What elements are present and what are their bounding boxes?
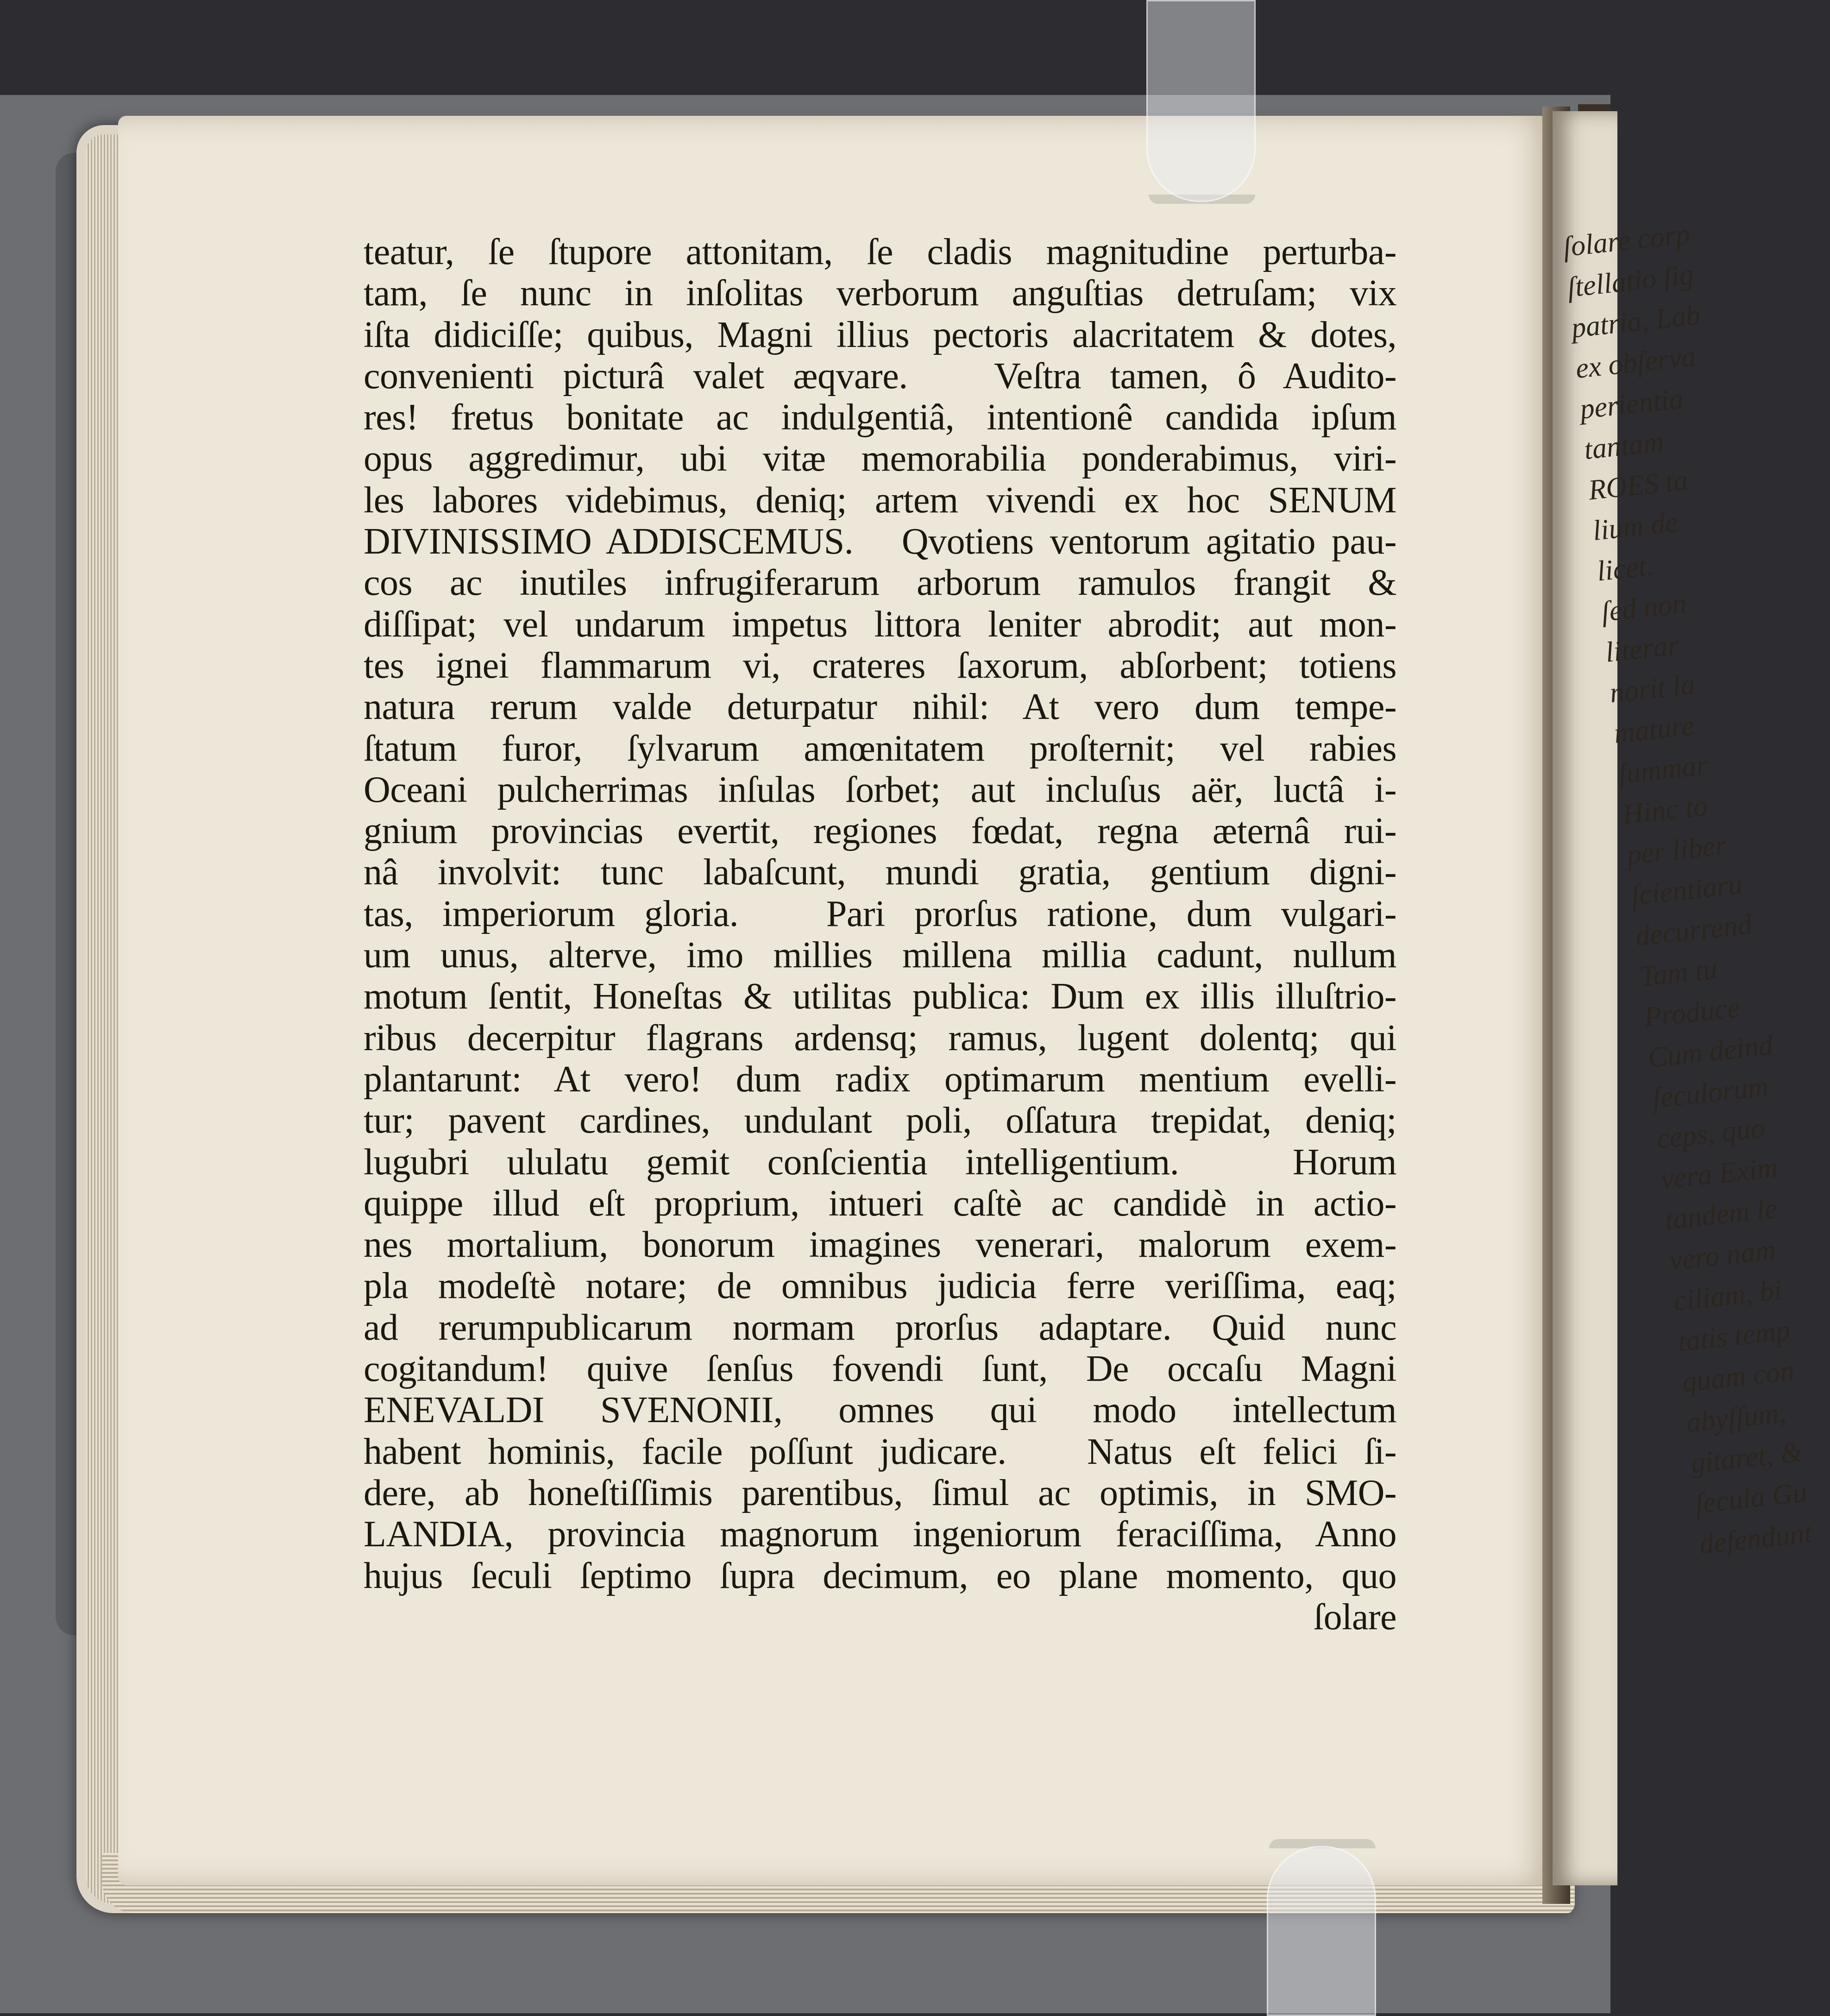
- facing-text-fragment: Tam tu: [1638, 953, 1719, 993]
- text-line: diſſipat; vel undarum impetus littora leniter abrodit; aut mon-: [364, 604, 1396, 645]
- facing-text-fragment: gitaret, &: [1689, 1436, 1805, 1480]
- text-line: natura rerum valde deturpatur nihil: At vero dum tempe-: [364, 687, 1396, 728]
- text-line: hujus ſeculi ſeptimo ſupra decimum, eo plane momento, quo: [364, 1555, 1396, 1596]
- page-holder-strip-bottom: [1267, 1846, 1376, 2016]
- facing-text-fragment: decurrend: [1634, 908, 1754, 952]
- text-line: teatur, ſe ſtupore attonitam, ſe cladis magnitudine perturba-: [364, 232, 1396, 272]
- facing-text-fragment: ciliam, bi: [1672, 1274, 1784, 1317]
- text-line: gnium provincias evertit, regiones fœdat, regna æternâ rui-: [364, 811, 1396, 852]
- text-line: res! fretus bonitate ac indulgentiâ, intentionê candida ipſum: [364, 397, 1396, 438]
- facing-text-fragment: perientia: [1578, 383, 1685, 425]
- facing-text-fragment: vero nam: [1668, 1234, 1777, 1277]
- facing-text-fragment: licet.: [1595, 550, 1655, 587]
- facing-text-fragment: quam con: [1680, 1355, 1796, 1399]
- facing-page: [1553, 111, 1814, 1885]
- text-line: quippe illud eſt proprium, intueri caſtè ac candidè in actio-: [364, 1183, 1396, 1224]
- text-line: ſolare: [1313, 1596, 1396, 1638]
- facing-text-fragment: ſeculorum: [1651, 1071, 1770, 1115]
- facing-text-fragment: tantam: [1583, 426, 1666, 466]
- facing-text-fragment: per liber: [1625, 829, 1728, 871]
- facing-text-fragment: tatis temp: [1676, 1314, 1792, 1358]
- text-line: lugubri ululatu gemit conſcientia intelligentium. Horum: [364, 1141, 1396, 1183]
- facing-text-fragment: defendunt: [1698, 1517, 1814, 1561]
- page-fore-edges: [86, 134, 123, 1904]
- text-line: tur; pavent cardines, undulant poli, oſſatura trepidat, deniq;: [364, 1100, 1396, 1141]
- page-holder-strip-top: [1146, 0, 1256, 202]
- facing-text-fragment: Hinc to: [1621, 790, 1710, 831]
- text-line: tam, ſe nunc in inſolitas verborum anguſtias detruſam; vix: [364, 273, 1396, 314]
- text-line: les labores videbimus, deniq; artem vivendi ex hoc SENUM: [364, 479, 1396, 521]
- text-line: cogitandum! quive ſenſus fovendi ſunt, De occaſu Magni: [364, 1348, 1396, 1390]
- text-line: pla modeſtè notare; de omnibus judicia ferre veriſſima, eaq;: [364, 1266, 1396, 1307]
- facing-text-fragment: lium de: [1591, 506, 1679, 547]
- facing-text-fragment: ſecula Gu: [1693, 1476, 1809, 1520]
- text-line: opus aggredimur, ubi vitæ memorabilia ponderabimus, viri-: [364, 438, 1396, 479]
- text-line: nâ involvit: tunc labaſcunt, mundi gratia, gentium digni-: [364, 852, 1396, 893]
- text-line: cos ac inutiles infrugiferarum arborum ramulos frangit &: [364, 562, 1396, 604]
- facing-text-fragment: mature: [1612, 710, 1696, 750]
- text-line: dere, ab honeſtiſſimis parentibus, ſimul ac optimis, in SMO-: [364, 1472, 1396, 1513]
- text-line: ad rerumpublicarum normam prorſus adaptare. Quid nunc: [364, 1307, 1396, 1348]
- text-line: iſta didiciſſe; quibus, Magni illius pectoris alacritatem & dotes,: [364, 314, 1396, 355]
- text-line: Oceani pulcherrimas inſulas ſorbet; aut incluſus aër, luctâ i-: [364, 769, 1396, 810]
- facing-text-fragment: ſcientiaru: [1629, 869, 1744, 912]
- text-line: tes ignei flammarum vi, crateres ſaxorum, abſorbent; totiens: [364, 645, 1396, 686]
- facing-text-fragment: norit la: [1608, 668, 1697, 709]
- facing-text-fragment: tandem le: [1663, 1192, 1779, 1236]
- facing-text-fragment: literar: [1604, 629, 1680, 668]
- facing-text-fragment: ſed non: [1599, 587, 1688, 628]
- text-line: ribus decerpitur flagrans ardensq; ramus, lugent dolentq; qui: [364, 1017, 1396, 1058]
- facing-text-fragment: ſolare corp: [1561, 218, 1692, 263]
- facing-text-fragment: vera Exim: [1659, 1152, 1780, 1196]
- facing-text-fragment: ROES ta: [1587, 464, 1690, 506]
- text-line: ſtatum furor, ſylvarum amœnitatem proſternit; vel rabies: [364, 728, 1396, 769]
- text-line: tas, imperiorum gloria. Pari prorſus ratione, dum vulgari-: [364, 893, 1396, 934]
- facing-text-fragment: Produce: [1642, 992, 1742, 1033]
- facing-text-fragment: abyſſum,: [1685, 1397, 1787, 1439]
- text-line: DIVINISSIMO ADDISCEMUS. Qvotiens ventorum agitatio pau-: [364, 521, 1396, 562]
- facing-text-fragment: ceps, quo: [1655, 1112, 1767, 1155]
- facing-text-fragment: ex obſerva: [1574, 340, 1698, 385]
- text-line: um unus, alterve, imo millies millena millia cadunt, nullum: [364, 935, 1396, 976]
- facing-text-fragment: patria, Lab: [1570, 299, 1702, 344]
- facing-text-fragment: ſummar: [1616, 749, 1709, 790]
- text-line: convenienti picturâ valet æqvare. Veſtra tamen, ô Audito-: [364, 355, 1396, 397]
- facing-text-fragment: Cum deind: [1647, 1029, 1775, 1074]
- text-line: habent hominis, facile poſſunt judicare. Natus eſt felici ſi-: [364, 1431, 1396, 1472]
- text-line: ENEVALDI SVENONII, omnes qui modo intellectum: [364, 1390, 1396, 1431]
- text-line: nes mortalium, bonorum imagines venerari, malorum exem-: [364, 1224, 1396, 1266]
- text-line: plantarunt: At vero! dum radix optimarum mentium evelli-: [364, 1058, 1396, 1100]
- text-line: motum ſentit, Honeſtas & utilitas publica: Dum ex illis illuſtrio-: [364, 976, 1396, 1017]
- text-line: LANDIA, provincia magnorum ingeniorum feraciſſima, Anno: [364, 1514, 1396, 1555]
- facing-page-text: [1561, 218, 1814, 1565]
- page-text: [364, 232, 1396, 1638]
- facing-text-fragment: ſtellatio ſig: [1566, 258, 1695, 304]
